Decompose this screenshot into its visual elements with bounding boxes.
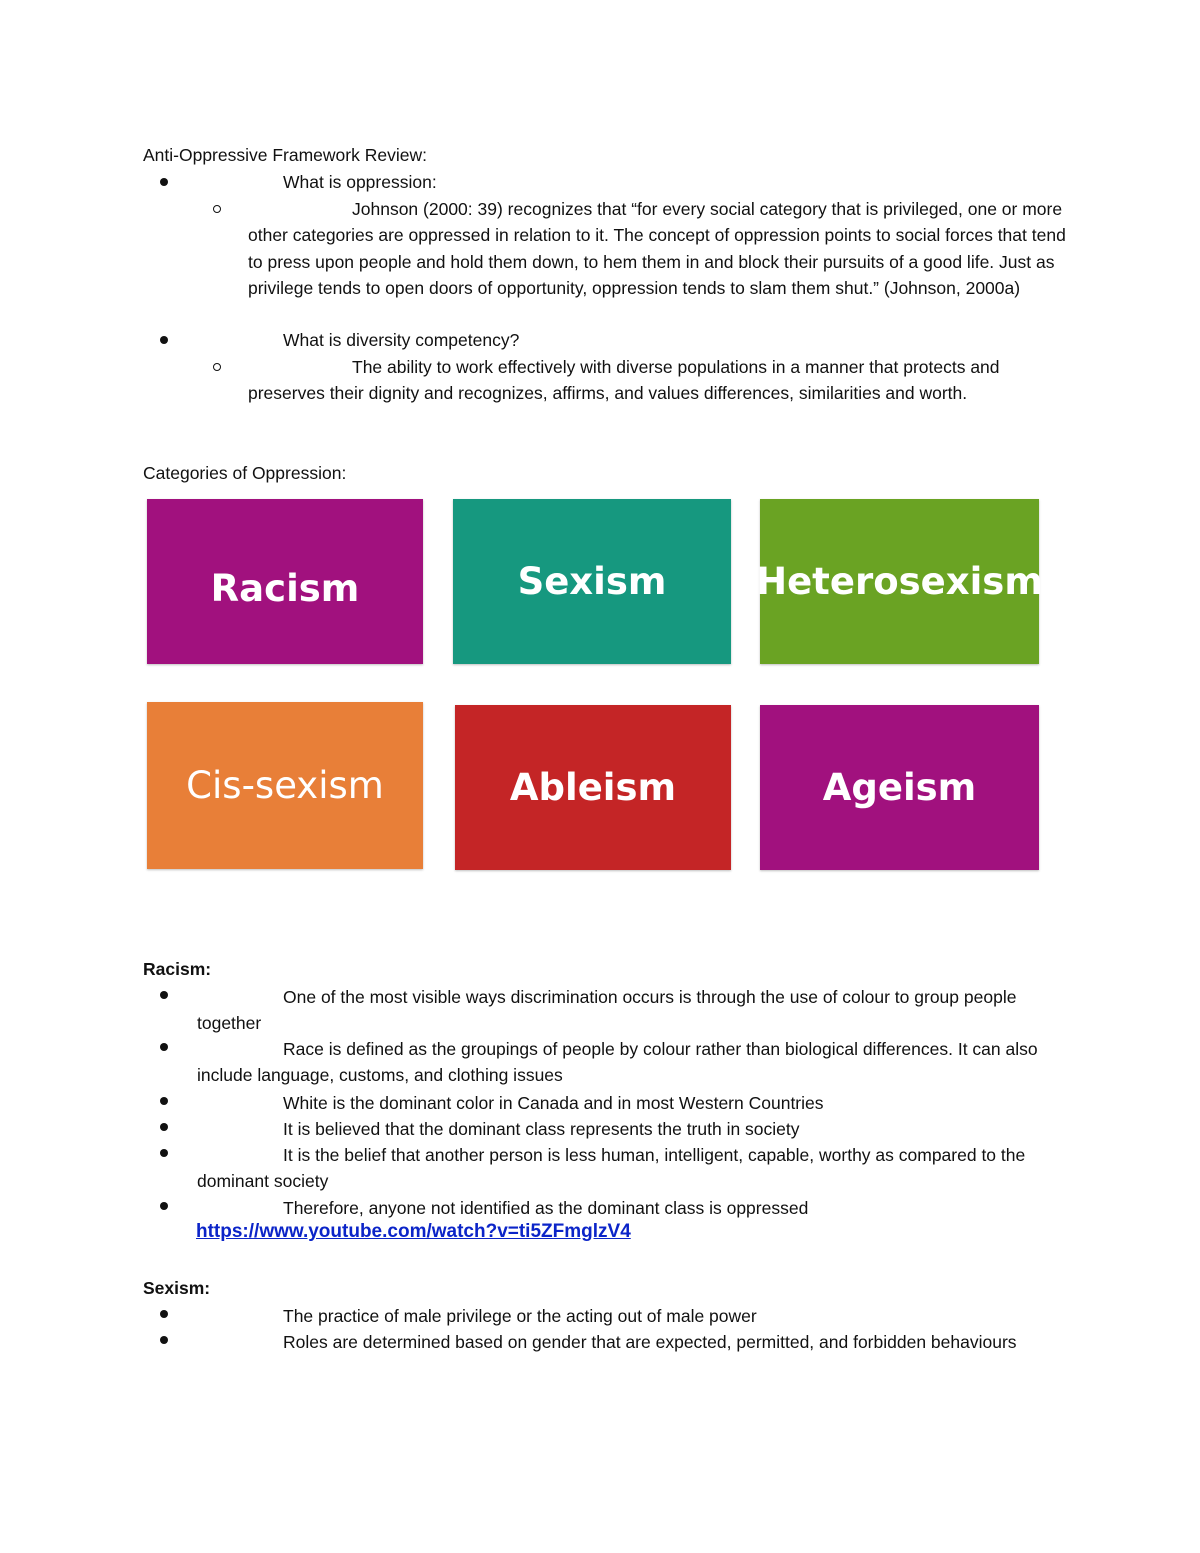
sexism-heading: Sexism: [143, 1278, 211, 1298]
tile-sexism: Sexism [453, 499, 731, 664]
categories-heading: Categories of Oppression: [143, 463, 347, 483]
tile-racism: Racism [147, 499, 423, 664]
tile-ableism: Ableism [455, 705, 731, 870]
racism-item: It is believed that the dominant class represents the truth in society [283, 1119, 800, 1139]
bullet-icon [160, 1336, 168, 1344]
racism-item: Race is defined as the groupings of people by colour rather than biological differences. It can also include language, customs, and clothing issues [197, 1039, 1038, 1086]
youtube-link[interactable]: https://www.youtube.com/watch?v=ti5ZFmglzV4 [196, 1221, 631, 1242]
answer-oppression: Johnson (2000: 39) recognizes that “for every social category that is privileged, one or more other categories are oppressed in relation to it. The concept of oppression points to social forces that tend to press upon people and hold them down, to hem them in and block their pursuits of a good life. Just as privilege tends to open doors of opportunity, oppression tends to slam them shut.” (Johnson, 2000a) [248, 199, 1066, 299]
question-diversity: What is diversity competency? [283, 330, 520, 350]
bullet-icon [160, 1149, 168, 1157]
bullet-icon [160, 1123, 168, 1131]
sub-bullet-icon [213, 205, 221, 213]
sexism-item: Roles are determined based on gender that are expected, permitted, and forbidden behaviours [283, 1332, 1017, 1352]
bullet-icon [160, 1097, 168, 1105]
racism-item: Therefore, anyone not identified as the dominant class is oppressed [283, 1198, 809, 1218]
bullet-icon [160, 336, 168, 344]
answer-diversity: The ability to work effectively with diverse populations in a manner that protects and preserves their dignity and recognizes, affirms, and values differences, similarities and worth. [248, 357, 1000, 404]
bullet-icon [160, 991, 168, 999]
bullet-icon [160, 178, 168, 186]
tile-cis-sexism: Cis-sexism [147, 702, 423, 869]
review-heading: Anti-Oppressive Framework Review: [143, 145, 427, 165]
racism-heading: Racism: [143, 959, 212, 979]
bullet-icon [160, 1202, 168, 1210]
racism-item: It is the belief that another person is less human, intelligent, capable, worthy as compared to the dominant society [197, 1145, 1026, 1192]
bullet-icon [160, 1043, 168, 1051]
question-oppression: What is oppression: [283, 172, 437, 192]
tile-heterosexism: Heterosexism [760, 499, 1039, 664]
sexism-item: The practice of male privilege or the acting out of male power [283, 1306, 757, 1326]
tile-ageism: Ageism [760, 705, 1039, 870]
sub-bullet-icon [213, 363, 221, 371]
racism-item: One of the most visible ways discrimination occurs is through the use of colour to group people together [197, 987, 1017, 1034]
racism-item: White is the dominant color in Canada and in most Western Countries [283, 1093, 824, 1113]
bullet-icon [160, 1310, 168, 1318]
